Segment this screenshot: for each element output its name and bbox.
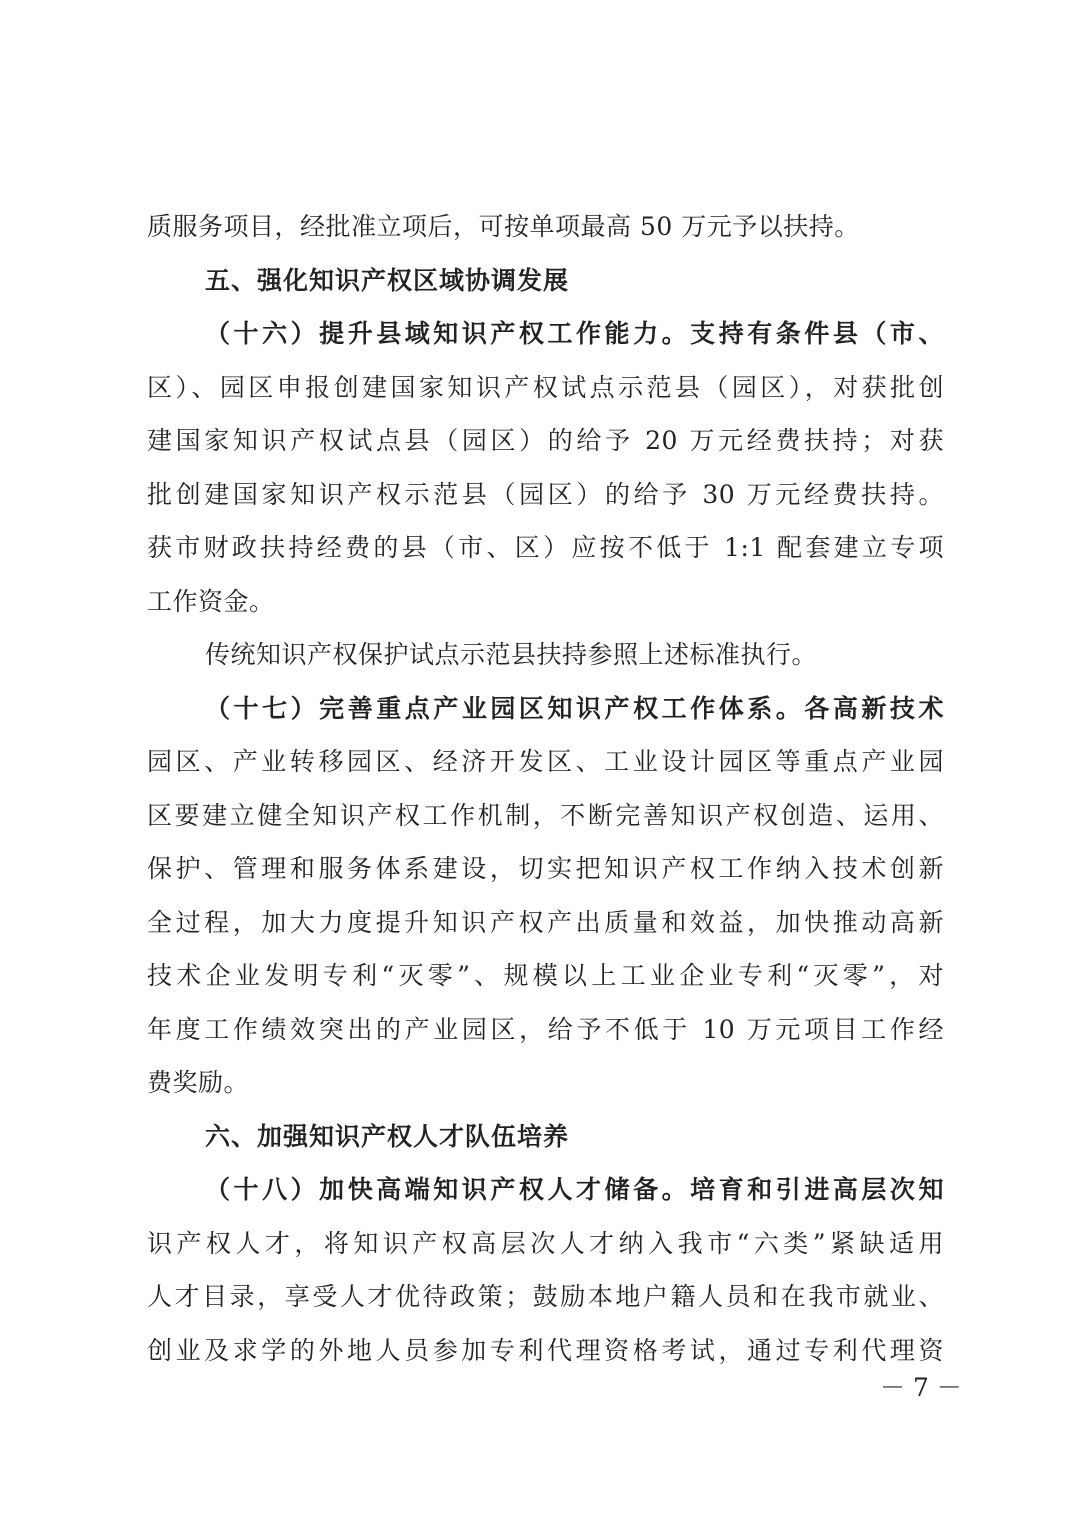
paragraph-line: 费奖励。 xyxy=(147,1068,250,1097)
item-17-text: 完善重点产业园区知识产权工作体系。各高新技术 xyxy=(319,693,944,723)
item-18-text: 加快高端知识产权人才储备。培育和引进高层次知 xyxy=(319,1175,944,1204)
document-body xyxy=(147,200,944,1377)
paragraph-line: 批创建国家知识产权示范县（园区）的给予 30 万元经费扶持。 xyxy=(147,479,944,509)
paragraph-line: 工作资金。 xyxy=(147,586,275,616)
item-17-label: （十七） xyxy=(205,693,320,723)
paragraph-line: 园区、产业转移园区、经济开发区、工业设计园区等重点产业园 xyxy=(147,747,944,776)
paragraph-line: 识产权人才，将知识产权高层次人才纳入我市“六类”紧缺适用 xyxy=(147,1228,944,1258)
paragraph-line: 区）、园区申报创建国家知识产权试点示范县（园区），对获批创 xyxy=(147,372,944,402)
paragraph-line: 技术企业发明专利“灭零”、规模以上工业企业专利“灭零”，对 xyxy=(147,961,944,990)
paragraph-line: 年度工作绩效突出的产业园区，给予不低于 10 万元项目工作经 xyxy=(147,1014,944,1044)
paragraph-line: 保护、管理和服务体系建设，切实把知识产权工作纳入技术创新 xyxy=(147,854,944,883)
item-18-first-line xyxy=(147,1163,944,1217)
paragraph-line: 区要建立健全知识产权工作机制，不断完善知识产权创造、运用、 xyxy=(147,800,944,830)
paragraph-line: 质服务项目，经批准立项后，可按单项最高 50 万元予以扶持。 xyxy=(147,212,860,241)
item-16-first-line xyxy=(147,307,944,361)
paragraph-line: 建国家知识产权试点县（园区）的给予 20 万元经费扶持；对获 xyxy=(147,426,944,455)
section-heading-six: 六、加强知识产权人才队伍培养 xyxy=(205,1121,570,1151)
item-16-text: 提升县域知识产权工作能力。支持有条件县（市、 xyxy=(319,319,944,348)
paragraph-line: 创业及求学的外地人员参加专利代理资格考试，通过专利代理资 xyxy=(147,1335,944,1365)
paragraph-line: 传统知识产权保护试点示范县扶持参照上述标准执行。 xyxy=(205,640,818,669)
paragraph-line: 全过程，加大力度提升知识产权产出质量和效益，加快推动高新 xyxy=(147,907,944,937)
item-18-label: （十八） xyxy=(205,1175,320,1204)
section-heading-five: 五、强化知识产权区域协调发展 xyxy=(205,265,570,295)
paragraph-line: 获市财政扶持经费的县（市、区）应按不低于 1:1 配套建立专项 xyxy=(147,533,944,562)
page-number: － 7 － xyxy=(880,1373,962,1402)
item-17-first-line xyxy=(147,682,944,736)
item-16-label: （十六） xyxy=(205,319,320,348)
paragraph-line: 人才目录，享受人才优待政策；鼓励本地户籍人员和在我市就业、 xyxy=(147,1282,944,1311)
